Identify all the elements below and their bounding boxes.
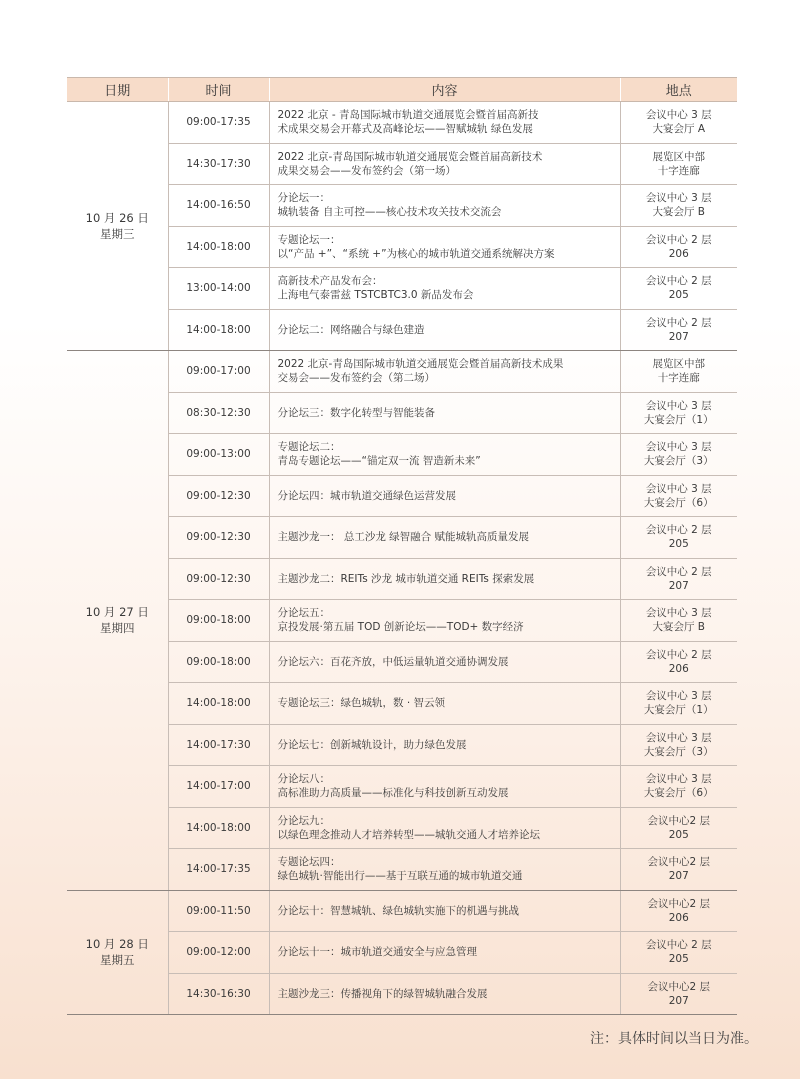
- time-cell: 14:00-18:00: [168, 807, 269, 849]
- venue-cell: [620, 807, 737, 849]
- weekday-text: 星期三: [100, 227, 135, 241]
- content-line: 专题论坛二：: [277, 441, 341, 454]
- venue-line: 大宴会厅 A: [652, 123, 706, 136]
- content-cell: [269, 849, 620, 891]
- table-row: [67, 434, 737, 476]
- venue-cell: [620, 226, 737, 268]
- table-row: [67, 309, 737, 351]
- schedule-table: [67, 77, 737, 1015]
- table-row: [67, 683, 737, 725]
- venue-line: 会议中心2 层: [647, 980, 711, 993]
- content-cell: [269, 517, 620, 559]
- date-cell: [67, 351, 168, 891]
- weekday-text: 星期五: [100, 953, 135, 968]
- venue-line: 会议中心2 层: [647, 814, 711, 827]
- venue-line: 十字连廊: [657, 372, 700, 385]
- time-cell: 09:00-11:50: [168, 890, 269, 932]
- content-line: 分论坛一：: [277, 192, 330, 205]
- content-line: 专题论坛一：: [277, 233, 341, 246]
- venue-line: 206: [668, 911, 689, 924]
- header-date: 日期: [67, 78, 168, 102]
- venue-line: 207: [668, 579, 689, 592]
- content-line: 成果交易会——发布签约会（第一场）: [277, 164, 456, 177]
- content-cell: [269, 724, 620, 766]
- venue-line: 大宴会厅（3）: [643, 745, 714, 758]
- time-cell: 09:00-17:35: [168, 102, 269, 144]
- time-cell: 09:00-12:30: [168, 558, 269, 600]
- table-row: [67, 890, 737, 932]
- venue-line: 207: [668, 330, 689, 343]
- venue-line: 大宴会厅 B: [652, 621, 706, 634]
- content-line: 2022 北京-青岛国际城市轨道交通展览会暨首届高新技术: [277, 150, 543, 163]
- time-cell: 14:00-17:00: [168, 766, 269, 808]
- table-row: [67, 558, 737, 600]
- header-content: 内容: [269, 78, 620, 102]
- content-line: 专题论坛三：绿色城轨，数 · 智云领: [277, 697, 446, 710]
- content-cell: [269, 143, 620, 185]
- content-cell: [269, 807, 620, 849]
- schedule-body: [67, 102, 737, 1015]
- content-line: 以“产品 +”、“系统 +”为核心的城市轨道交通系统解决方案: [277, 247, 555, 260]
- venue-cell: [620, 475, 737, 517]
- venue-line: 会议中心 3 层: [645, 690, 712, 703]
- content-cell: [269, 890, 620, 932]
- venue-line: 会议中心 3 层: [645, 731, 712, 744]
- date-text: 10 月 27 日: [85, 605, 149, 620]
- table-row: [67, 807, 737, 849]
- time-cell: 14:00-17:30: [168, 724, 269, 766]
- content-line: 主题沙龙二：REITs 沙龙 城市轨道交通 REITs 探索发展: [277, 572, 535, 585]
- venue-line: 205: [668, 538, 689, 551]
- content-line: 分论坛七：创新城轨设计，助力绿色发展: [277, 738, 467, 751]
- venue-line: 会议中心 2 层: [645, 524, 712, 537]
- content-line: 上海电气泰雷兹 TSTCBTC3.0 新品发布会: [277, 289, 474, 302]
- venue-cell: [620, 890, 737, 932]
- content-line: 术成果交易会开幕式及高峰论坛——智赋城轨 绿色发展: [277, 123, 533, 136]
- weekday-text: 星期四: [100, 621, 135, 636]
- content-cell: [269, 102, 620, 144]
- content-cell: [269, 392, 620, 434]
- time-cell: 14:00-17:35: [168, 849, 269, 891]
- date-text: 10 月 28 日: [85, 937, 149, 952]
- table-row: [67, 600, 737, 642]
- content-cell: [269, 434, 620, 476]
- venue-line: 大宴会厅（1）: [643, 704, 714, 717]
- venue-line: 会议中心 2 层: [645, 316, 712, 329]
- content-cell: [269, 683, 620, 725]
- content-line: 主题沙龙一： 总工沙龙 绿智融合 赋能城轨高质量发展: [277, 531, 530, 544]
- date-text: 10 月 26 日: [85, 211, 149, 225]
- content-line: 绿色城轨·智能出行——基于互联互通的城市轨道交通: [277, 870, 523, 883]
- content-cell: [269, 973, 620, 1015]
- table-row: [67, 143, 737, 185]
- content-line: 2022 北京 - 青岛国际城市轨道交通展览会暨首届高新技: [277, 109, 539, 122]
- time-cell: 13:00-14:00: [168, 268, 269, 310]
- venue-line: 大宴会厅 B: [652, 206, 706, 219]
- venue-line: 207: [668, 870, 689, 883]
- venue-cell: [620, 309, 737, 351]
- time-cell: 14:30-16:30: [168, 973, 269, 1015]
- content-line: 高新技术产品发布会：: [277, 275, 383, 288]
- time-cell: 09:00-18:00: [168, 641, 269, 683]
- venue-line: 会议中心 3 层: [645, 399, 712, 412]
- venue-line: 十字连廊: [657, 164, 700, 177]
- table-row: [67, 932, 737, 974]
- time-cell: 14:00-18:00: [168, 226, 269, 268]
- venue-cell: [620, 517, 737, 559]
- content-cell: [269, 932, 620, 974]
- venue-line: 大宴会厅（1）: [643, 413, 714, 426]
- venue-cell: [620, 185, 737, 227]
- venue-cell: [620, 600, 737, 642]
- table-row: [67, 724, 737, 766]
- table-row: [67, 226, 737, 268]
- content-line: 2022 北京-青岛国际城市轨道交通展览会暨首届高新技术成果: [277, 358, 564, 371]
- time-cell: 14:00-18:00: [168, 683, 269, 725]
- time-cell: 09:00-12:00: [168, 932, 269, 974]
- venue-cell: [620, 268, 737, 310]
- venue-line: 205: [668, 828, 689, 841]
- content-line: 京投发展·第五届 TOD 创新论坛——TOD+ 数字经济: [277, 621, 524, 634]
- venue-cell: [620, 973, 737, 1015]
- time-cell: 09:00-13:00: [168, 434, 269, 476]
- venue-line: 会议中心 2 层: [645, 233, 712, 246]
- venue-cell: [620, 724, 737, 766]
- content-cell: [269, 766, 620, 808]
- content-cell: [269, 351, 620, 393]
- date-cell: [67, 890, 168, 1015]
- table-row: [67, 392, 737, 434]
- content-cell: [269, 185, 620, 227]
- venue-line: 205: [668, 953, 689, 966]
- content-line: 分论坛五：: [277, 607, 330, 620]
- time-cell: 14:00-16:50: [168, 185, 269, 227]
- content-line: 城轨装备 自主可控——核心技术攻关技术交流会: [277, 206, 502, 219]
- venue-cell: [620, 392, 737, 434]
- venue-line: 大宴会厅（6）: [643, 787, 714, 800]
- venue-cell: [620, 143, 737, 185]
- content-cell: [269, 558, 620, 600]
- venue-line: 206: [668, 662, 689, 675]
- content-line: 高标准助力高质量——标准化与科技创新互动发展: [277, 787, 509, 800]
- venue-line: 会议中心2 层: [647, 897, 711, 910]
- table-row: [67, 475, 737, 517]
- venue-cell: [620, 683, 737, 725]
- venue-cell: [620, 351, 737, 393]
- table-row: [67, 973, 737, 1015]
- venue-line: 会议中心 3 层: [645, 192, 712, 205]
- venue-line: 会议中心 2 层: [645, 939, 712, 952]
- table-row: [67, 102, 737, 144]
- content-line: 分论坛二：网络融合与绿色建造: [277, 323, 425, 336]
- venue-line: 大宴会厅（3）: [643, 455, 714, 468]
- content-line: 分论坛六：百花齐放，中低运量轨道交通协调发展: [277, 655, 509, 668]
- table-row: [67, 641, 737, 683]
- time-cell: 08:30-12:30: [168, 392, 269, 434]
- table-row: [67, 185, 737, 227]
- venue-line: 会议中心 2 层: [645, 275, 712, 288]
- content-line: 分论坛十：智慧城轨、绿色城轨实施下的机遇与挑战: [277, 904, 519, 917]
- time-cell: 14:30-17:30: [168, 143, 269, 185]
- content-line: 分论坛八：: [277, 773, 330, 786]
- content-line: 以绿色理念推动人才培养转型——城轨交通人才培养论坛: [277, 828, 540, 841]
- venue-cell: [620, 558, 737, 600]
- venue-line: 会议中心 3 层: [645, 109, 712, 122]
- venue-cell: [620, 932, 737, 974]
- table-row: [67, 766, 737, 808]
- venue-line: 会议中心 3 层: [645, 607, 712, 620]
- venue-cell: [620, 434, 737, 476]
- content-cell: [269, 641, 620, 683]
- venue-cell: [620, 849, 737, 891]
- time-cell: 09:00-12:30: [168, 475, 269, 517]
- content-cell: [269, 475, 620, 517]
- time-cell: 14:00-18:00: [168, 309, 269, 351]
- venue-cell: [620, 766, 737, 808]
- venue-line: 展览区中部: [652, 150, 705, 163]
- table-row: [67, 849, 737, 891]
- content-cell: [269, 309, 620, 351]
- date-cell: [67, 102, 168, 351]
- header-time: 时间: [168, 78, 269, 102]
- venue-cell: [620, 641, 737, 683]
- venue-line: 会议中心2 层: [647, 856, 711, 869]
- content-cell: [269, 600, 620, 642]
- content-line: 分论坛十一：城市轨道交通安全与应急管理: [277, 946, 477, 959]
- venue-line: 会议中心 3 层: [645, 773, 712, 786]
- content-cell: [269, 268, 620, 310]
- content-line: 青岛专题论坛——“锚定双一流 智造新未来”: [277, 455, 481, 468]
- time-cell: 09:00-17:00: [168, 351, 269, 393]
- venue-line: 会议中心 3 层: [645, 441, 712, 454]
- content-line: 分论坛九：: [277, 814, 330, 827]
- time-cell: 09:00-18:00: [168, 600, 269, 642]
- venue-line: 会议中心 2 层: [645, 565, 712, 578]
- content-line: 主题沙龙三：传播视角下的绿智城轨融合发展: [277, 987, 488, 1000]
- content-cell: [269, 226, 620, 268]
- time-cell: 09:00-12:30: [168, 517, 269, 559]
- footnote: 注：具体时间以当日为准。: [590, 1031, 758, 1047]
- content-line: 分论坛四：城市轨道交通绿色运营发展: [277, 489, 456, 502]
- venue-line: 207: [668, 994, 689, 1007]
- content-line: 专题论坛四：: [277, 856, 341, 869]
- venue-line: 大宴会厅（6）: [643, 496, 714, 509]
- header-venue: 地点: [620, 78, 737, 102]
- content-line: 分论坛三：数字化转型与智能装备: [277, 406, 435, 419]
- venue-line: 展览区中部: [652, 358, 705, 371]
- venue-line: 会议中心 2 层: [645, 648, 712, 661]
- venue-line: 206: [668, 247, 689, 260]
- header-row: [67, 78, 737, 102]
- table-row: [67, 268, 737, 310]
- venue-cell: [620, 102, 737, 144]
- venue-line: 205: [668, 289, 689, 302]
- table-row: [67, 517, 737, 559]
- table-row: [67, 351, 737, 393]
- venue-line: 会议中心 3 层: [645, 482, 712, 495]
- content-line: 交易会——发布签约会（第二场）: [277, 372, 435, 385]
